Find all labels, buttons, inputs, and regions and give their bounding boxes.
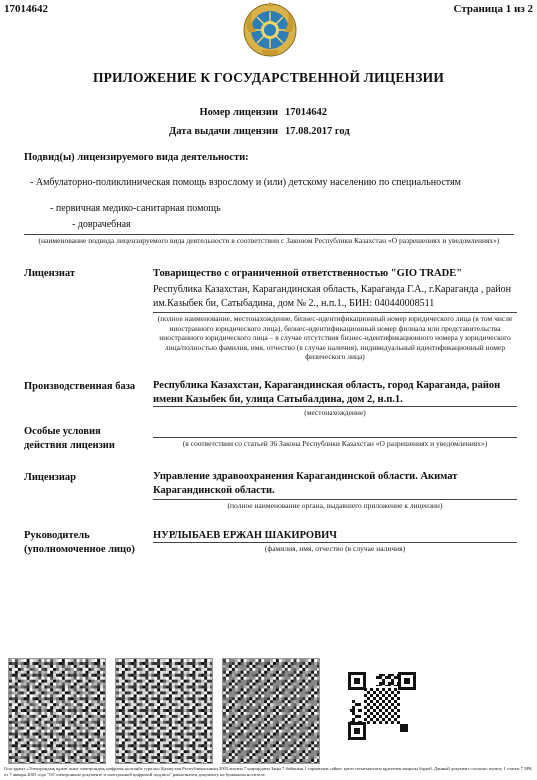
licensor-caption: (полное наименование органа, выдавшего приложение к лицензии) [227, 501, 443, 510]
divider [153, 499, 517, 500]
licensee-name: Товарищество с ограниченной ответственностью "GIO TRADE" [153, 268, 463, 279]
head-label: Руководитель (уполномоченное лицо) [24, 530, 135, 555]
licensee-label: Лицензиат [24, 268, 76, 279]
footer-legal-text: Осы құжат «Электрондық құжат және электрондық цифрлық қолтаңба туралы» Қазақстан Республикасының 2003 жылғы 7 қаңтардағы Заңы 7 бабының 1 тармағына сәйкес қағаз тасығыштағы құжатпен маңызы бірдей. Данный документ согласно пункту 1 статьи 7 ЗРК от 7 января 2003 года "Об электронном документе и электронной цифровой подписи" равнозначен документу на бумажном носителе. [4, 766, 533, 777]
barcode-icon [222, 658, 320, 764]
bullet-dash-icon: - [50, 203, 56, 214]
licensor-value: Управление здравоохранения Карагандинской области. Акимат Карагандинской области. [153, 471, 458, 496]
page-indicator: Страница 1 из 2 [453, 3, 533, 15]
special-conditions-label: Особые условия действия лицензии [24, 426, 115, 451]
barcode-icon [115, 658, 213, 764]
activity-heading: Подвид(ы) лицензируемого вида деятельности: [24, 152, 249, 163]
bullet-dash-icon: - [72, 219, 78, 230]
production-base-value: Республика Казахстан, Карагандинская область, город Караганда, район имени Казыбек би, улица Сатыбалдина, дом 2, н.п.1. [153, 380, 501, 405]
qr-code-icon [346, 670, 418, 742]
licensee-address: Республика Казахстан, Карагандинская область, Караганда Г.А., г.Караганда , район им.Казыбек би, Сатыбадина, дом № 2., н.п.1., БИН: 040440008511 [153, 284, 511, 309]
head-value: НУРЛЫБАЕВ ЕРЖАН ШАКИРОВИЧ [153, 530, 337, 541]
activity-item: - первичная медико-санитарная помощь [50, 203, 221, 214]
divider [153, 406, 517, 407]
activity-item: - доврачебная [72, 219, 131, 230]
license-number: 17014642 [285, 107, 327, 118]
page-title: ПРИЛОЖЕНИЕ К ГОСУДАРСТВЕННОЙ ЛИЦЕНЗИИ [92, 70, 445, 85]
licensor-label: Лицензиар [24, 472, 76, 483]
head-caption: (фамилия, имя, отчество (в случае наличия) [264, 544, 406, 553]
issue-date-label: Дата выдачи лицензии [169, 126, 278, 137]
production-base-caption: (местонахождение) [304, 408, 366, 417]
issue-date: 17.08.2017 год [285, 126, 350, 137]
license-number-label: Номер лицензии [199, 107, 278, 118]
divider [24, 234, 514, 235]
bullet-dash-icon: - [30, 177, 36, 188]
activity-caption: (наименование подвида лицензируемого вида деятельности в соответствии с Законом Республики Казахстан «О разрешениях и уведомлениях») [38, 236, 500, 245]
production-base-label: Производственная база [24, 381, 136, 392]
divider [153, 312, 517, 313]
divider [153, 542, 517, 543]
licensee-caption: (полное наименование, местонахождение, бизнес-идентификационный номер юридического лица (в том числе иностранного юридического лица), бизнес-идентификационный номер филиала или представительства иностранного юридического лица – в случае отсутствия бизнес-идентификационного номера у юридического лица/полностью фамилия, имя, отчество (в случае наличия), индивидуальный идентификационный номер физического лица) [157, 314, 513, 362]
document-number: 17014642 [4, 3, 48, 15]
activity-item: - Амбулаторно-поликлиническая помощь взрослому и (или) детскому населению по специальностям [30, 177, 461, 188]
special-conditions-caption: (в соответствии со статьей 36 Закона Республики Казахстан «О разрешениях и уведомлениях») [182, 439, 488, 448]
state-emblem-icon [242, 2, 298, 58]
barcode-icon [8, 658, 106, 764]
divider [153, 437, 517, 438]
